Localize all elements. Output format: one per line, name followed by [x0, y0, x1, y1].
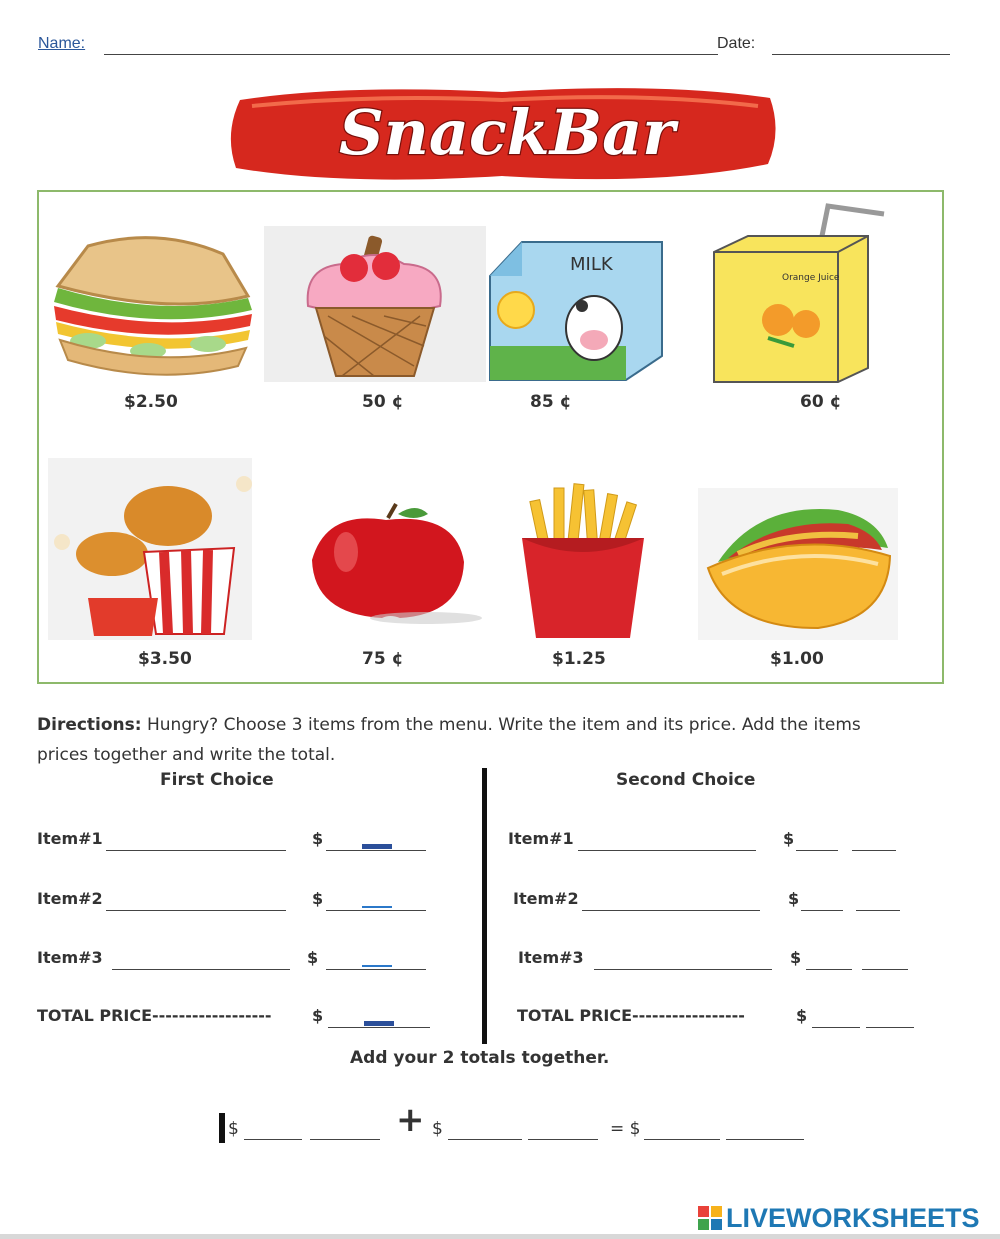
name-label: Name: [38, 35, 86, 52]
first-item1-price-marker [362, 844, 392, 849]
second-total-dollar: $ [796, 1006, 808, 1025]
liveworksheets-brand [698, 1203, 980, 1233]
second-item1-field[interactable] [578, 850, 756, 851]
snack-bar-logo [222, 82, 782, 186]
price-milk: 85 ¢ [530, 392, 572, 412]
add-totals-instruction: Add your 2 totals together. [350, 1048, 610, 1068]
price-sandwich: $2.50 [124, 392, 178, 412]
second-item2-price-cents[interactable] [856, 910, 900, 911]
first-item3-price-marker [362, 965, 392, 967]
second-item3-dollar: $ [790, 948, 802, 967]
price-fries: $1.25 [552, 649, 606, 669]
grand-total-dollar-2: $ [432, 1119, 443, 1139]
cupcake-icon [264, 226, 486, 382]
second-item1-price-cents[interactable] [852, 850, 896, 851]
column-divider [482, 768, 487, 1044]
date-label: Date: [717, 35, 756, 52]
price-juice: 60 ¢ [800, 392, 842, 412]
second-item1-dollar: $ [783, 829, 795, 848]
first-item1-price-field[interactable] [326, 850, 426, 851]
first-item1-field[interactable] [106, 850, 286, 851]
first-item3-label: Item#3 [37, 948, 103, 967]
plus-sign: + [396, 1100, 425, 1140]
svg-text:Orange Juice: Orange Juice [782, 273, 840, 283]
directions-label: Directions: [37, 715, 142, 735]
milk-carton-icon [486, 236, 666, 387]
directions-body: Hungry? Choose 3 items from the menu. Write the item and its price. Add the items prices together and write the total. [37, 715, 861, 765]
first-item3-price-field[interactable] [326, 969, 426, 970]
juice-box-icon [708, 196, 892, 391]
first-total-price-field[interactable] [328, 1027, 430, 1028]
first-item3-dollar: $ [307, 948, 319, 967]
first-total-label: TOTAL PRICE------------------ [37, 1006, 272, 1025]
second-item3-price-cents[interactable] [862, 969, 908, 970]
second-total-price-dollars[interactable] [812, 1027, 860, 1028]
second-total-price-cents[interactable] [866, 1027, 914, 1028]
second-item2-label: Item#2 [513, 889, 579, 908]
second-item1-label: Item#1 [508, 829, 574, 848]
price-chicken: $3.50 [138, 649, 192, 669]
sandwich-icon [48, 226, 256, 389]
second-item2-price-dollars[interactable] [801, 910, 843, 911]
second-item3-field[interactable] [594, 969, 772, 970]
grand-total-1-cents[interactable] [310, 1139, 380, 1140]
apple-icon [306, 500, 486, 629]
grand-total-2-dollars[interactable] [448, 1139, 522, 1140]
first-item2-dollar: $ [312, 889, 324, 908]
grand-total-result-dollars[interactable] [644, 1139, 720, 1140]
first-total-price-marker [364, 1021, 394, 1026]
first-choice-title: First Choice [160, 770, 274, 790]
first-item1-label: Item#1 [37, 829, 103, 848]
first-total-dollar: $ [312, 1006, 324, 1025]
svg-text:MILK: MILK [570, 254, 613, 275]
first-item2-label: Item#2 [37, 889, 103, 908]
fried-chicken-icon [48, 458, 252, 640]
directions-text [37, 710, 917, 770]
second-item1-price-dollars[interactable] [796, 850, 838, 851]
price-cupcake: 50 ¢ [362, 392, 404, 412]
grand-total-dollar-1: $ [228, 1119, 239, 1139]
second-item3-label: Item#3 [518, 948, 584, 967]
liveworksheets-logo-icon [698, 1206, 722, 1230]
second-choice-title: Second Choice [616, 770, 756, 790]
fries-icon [516, 482, 650, 645]
taco-icon [698, 488, 898, 640]
bottom-bar [0, 1234, 1000, 1239]
grand-total-result-cents[interactable] [726, 1139, 804, 1140]
grand-total-1-dollars[interactable] [244, 1139, 302, 1140]
equals-dollar: = $ [610, 1119, 641, 1139]
first-item3-field[interactable] [112, 969, 290, 970]
date-field[interactable] [772, 54, 950, 55]
first-item2-price-field[interactable] [326, 910, 426, 911]
svg-text:SnackBar: SnackBar [339, 96, 675, 169]
liveworksheets-text: LIVEWORKSHEETS [726, 1202, 980, 1233]
second-item2-field[interactable] [582, 910, 760, 911]
grand-total-2-cents[interactable] [528, 1139, 598, 1140]
second-item2-dollar: $ [788, 889, 800, 908]
first-item2-field[interactable] [106, 910, 286, 911]
text-cursor-icon [219, 1113, 225, 1143]
name-field[interactable] [104, 54, 718, 55]
first-item1-dollar: $ [312, 829, 324, 848]
second-item3-price-dollars[interactable] [806, 969, 852, 970]
price-apple: 75 ¢ [362, 649, 404, 669]
first-item2-price-marker [362, 906, 392, 908]
price-taco: $1.00 [770, 649, 824, 669]
second-total-label: TOTAL PRICE----------------- [517, 1006, 745, 1025]
